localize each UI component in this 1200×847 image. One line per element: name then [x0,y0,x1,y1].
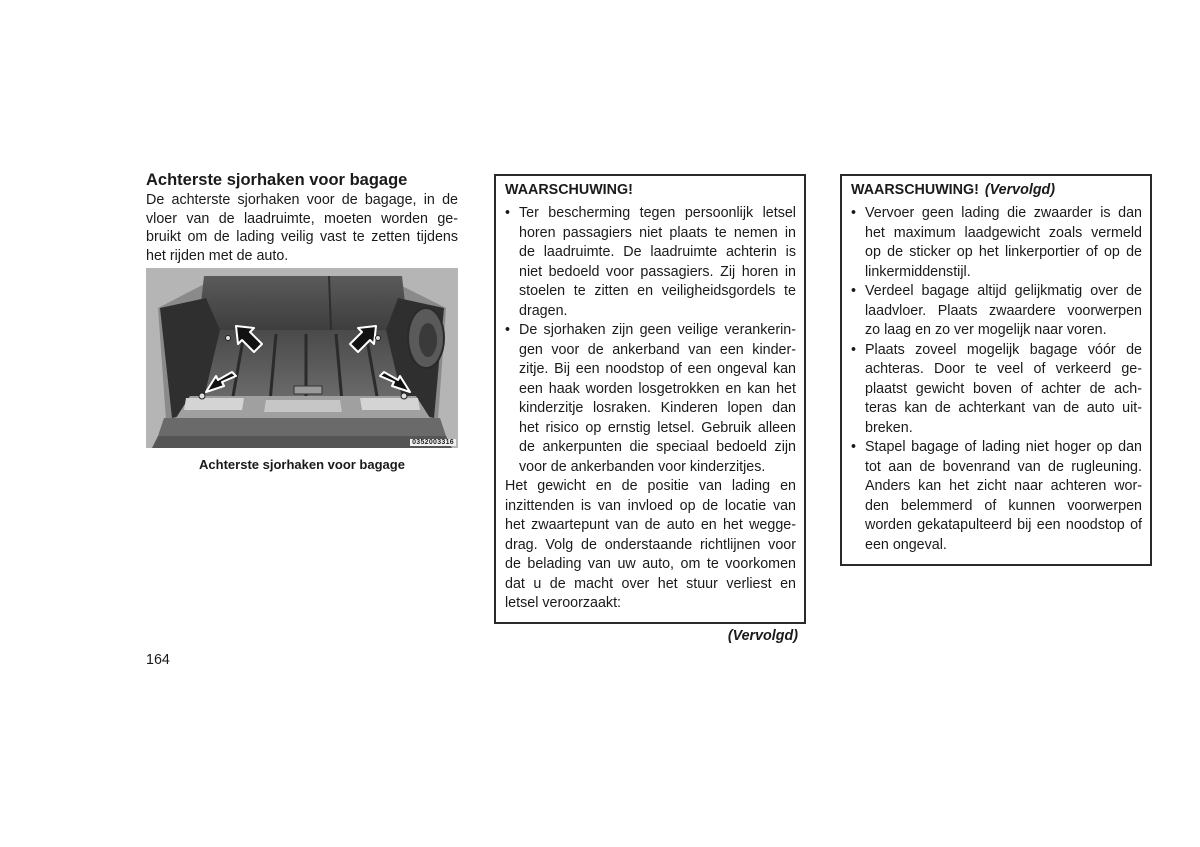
bullet-line: niet bedoeld voor passagiers. Zij horen in [519,263,796,280]
bullet-line: de ankerpunten die speciaal bedoeld zijn [519,439,796,455]
figure-code: 0352003316 [412,439,454,446]
intro-line: vloer van de laadruimte, moeten worden ge- [146,210,458,227]
bullet-line: een haak worden losgetrokken en kan het [519,380,796,397]
warning-bullet [851,204,1142,282]
intro-line: De achterste sjorhaken voor de bagage, in de [146,192,458,208]
warning-box [494,174,806,624]
bullet-line: voor de ankerbanden voor kinderzitjes. [519,458,766,475]
bullet-line: De sjorhaken zijn geen veilige verankerin- [519,322,796,338]
bullet-line: de laadruimte. De laadruimte achterin is [519,244,796,260]
bullet-line: zitje. Bij een noodstop of een ongeval kan [519,361,796,377]
intro-line: het rijden met de auto. [146,247,289,264]
bullet-line: linkermiddenstijl. [865,263,971,280]
figure-caption: Achterste sjorhaken voor bagage [199,457,405,472]
section-title: Achterste sjorhaken voor bagage [146,171,408,189]
paragraph-line: het zwaartepunt van de auto en het wegge- [505,517,796,533]
intro-line: bruikt om de lading veilig vast te zetten tijdens [146,229,458,246]
bullet-icon: • [851,439,857,455]
bullet-line: Stapel bagage of lading niet hoger op dan [865,439,1142,455]
paragraph-line: Het gewicht en de positie van lading en [505,478,796,494]
warning-heading-suffix: (Vervolgd) [984,182,1056,198]
bullet-line: het maximum laadgewicht zoals vermeld [865,224,1142,241]
bullet-line: worden gekatapulteerd bij een noodstop of [865,517,1142,533]
bullet-line: breken. [865,419,913,436]
bullet-icon: • [505,322,511,338]
bullet-line: Vervoer geen lading die zwaarder is dan [865,205,1142,221]
paragraph-line: drag. Volg de onderstaande richtlijnen voor [505,536,796,553]
warning-bullet [505,321,796,477]
bullet-line: zo laag en zo ver mogelijk naar voren. [865,322,1107,338]
bullet-line: den belemmerd of kunnen voorwerpen [865,497,1142,514]
warning-box-continued [840,174,1152,566]
bullet-line: tot aan de bovenrand van de rugleuning. [865,458,1142,475]
paragraph-line: de belading van uw auto, om te voorkomen [505,556,796,572]
page-number: 164 [146,652,170,668]
bullet-icon: • [505,205,511,221]
bullet-line: Anders kan het zicht naar achteren wor- [865,478,1142,494]
bullet-line: kinderzitje losraken. Kinderen lopen dan [519,400,796,416]
cargo-area-illustration [146,268,458,448]
warning-bullet [851,341,1142,439]
bullet-line: dragen. [519,302,568,319]
bullet-icon: • [851,283,857,299]
warning-bullet [851,282,1142,341]
bullet-line: op de sticker op het linkerportier of op de [865,244,1142,260]
bullet-line: laadvloer. Plaats zwaardere voorwerpen [865,302,1142,319]
paragraph-line: dat u de macht over het stuur verliest en [505,575,796,592]
bullet-line: achteras. Door te veel of verkeerd ge- [865,361,1142,377]
warning-heading: WAARSCHUWING! [505,182,633,198]
bullet-line: Plaats zoveel mogelijk bagage vóór de [865,341,1142,358]
bullet-line: horen passagiers niet plaats te nemen in [519,224,796,241]
paragraph-line: letsel veroorzaakt: [505,595,622,611]
paragraph-line: inzittenden is van invloed op de locatie van [505,497,796,514]
warning-heading [851,180,1142,200]
bullet-line: gen voor de ankerband van een kinder- [519,341,796,358]
warning-bullet [505,204,796,321]
intro-paragraph [146,191,458,265]
bullet-line: stoelen te zitten en veiligheidsgordels te [519,283,796,299]
intro-section [146,170,458,265]
cargo-area-figure [146,268,458,448]
bullet-line: Ter bescherming tegen persoonlijk letsel [519,205,796,221]
bullet-line: een ongeval. [865,536,947,553]
bullet-line: plaatst gewicht boven of achter de ach- [865,380,1142,397]
continued-label: (Vervolgd) [727,628,798,644]
warning-bullet [851,438,1142,555]
bullet-icon: • [851,205,857,221]
warning-heading-text: WAARSCHUWING! [851,182,979,198]
bullet-icon: • [851,341,857,358]
bullet-line: Verdeel bagage altijd gelijkmatig over de [865,283,1142,299]
bullet-line: het risico op ernstig letsel. Gebruik alleen [519,419,796,436]
warning-paragraph [505,477,796,614]
bullet-line: teras kan de achterkant van de auto uit- [865,400,1142,416]
